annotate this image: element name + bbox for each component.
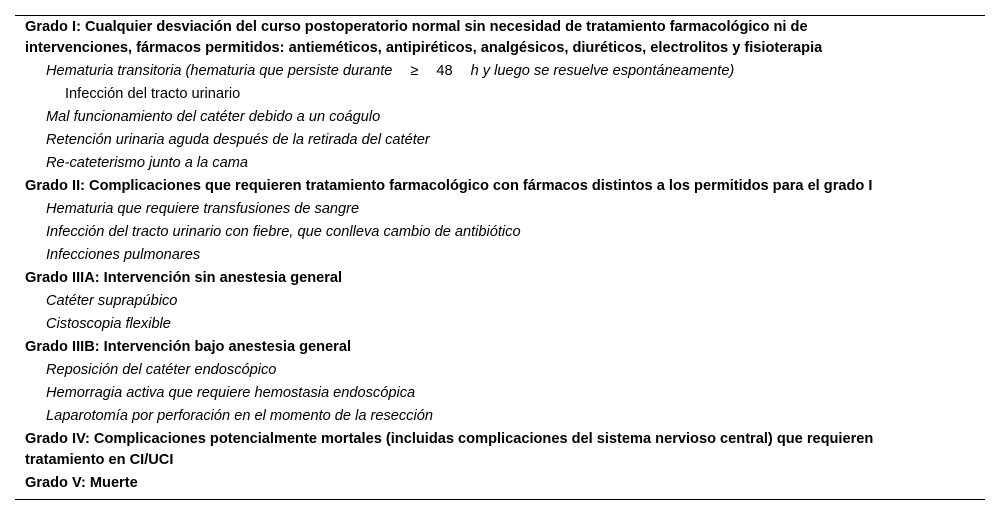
grade-3b-heading: Grado IIIB: Intervención bajo anestesia general [25, 339, 352, 355]
hematuria-text-a: Hematuria transitoria (hematuria que persiste durante [46, 63, 393, 79]
hematuria-hours: 48 [436, 63, 453, 79]
grade-2-item-infeccion: Infección del tracto urinario con fiebre, que conlleva cambio de antibiótico [46, 224, 521, 240]
grade-1-heading-line-2: intervenciones, fármacos permitidos: antieméticos, antipiréticos, analgésicos, diuréticos, electrolitos y fisioterapia [25, 40, 823, 56]
greater-equal-symbol: ≥ [410, 63, 419, 79]
grade-3b-item-reposicion: Reposición del catéter endoscópico [46, 362, 277, 378]
grade-4-heading-line-1: Grado IV: Complicaciones potencialmente mortales (incluidas complicaciones del sistema nervioso central) que requieren [25, 431, 874, 447]
grade-3a-item-cistoscopia: Cistoscopia flexible [46, 316, 171, 332]
grade-2-item-hematuria: Hematuria que requiere transfusiones de sangre [46, 201, 360, 217]
grade-2-heading: Grado II: Complicaciones que requieren tratamiento farmacológico con fármacos distintos a los permitidos para el grado I [25, 178, 873, 194]
grade-1-item-hematuria [46, 61, 734, 82]
grade-1-item-infeccion: Infección del tracto urinario [65, 86, 241, 102]
grade-1-heading-line-1: Grado I: Cualquier desviación del curso postoperatorio normal sin necesidad de tratamiento farmacológico ni de [25, 19, 808, 35]
grade-3b-item-laparotomia: Laparotomía por perforación en el momento de la resección [46, 408, 433, 424]
grade-5-heading: Grado V: Muerte [25, 475, 138, 491]
grade-1-item-recateterismo: Re-cateterismo junto a la cama [46, 155, 248, 171]
hematuria-text-b: h y luego se resuelve espontáneamente) [470, 63, 735, 79]
grade-4-heading-line-2: tratamiento en CI/UCI [25, 452, 174, 468]
grade-1-item-mal-funcionamiento: Mal funcionamiento del catéter debido a un coágulo [46, 109, 381, 125]
grade-3a-item-cateter: Catéter suprapúbico [46, 293, 178, 309]
complication-grade-table [15, 15, 985, 500]
grade-2-item-pulmonares: Infecciones pulmonares [46, 247, 201, 263]
grade-3a-heading: Grado IIIA: Intervención sin anestesia general [25, 270, 343, 286]
grade-1-item-retencion: Retención urinaria aguda después de la retirada del catéter [46, 132, 430, 148]
grade-3b-item-hemorragia: Hemorragia activa que requiere hemostasia endoscópica [46, 385, 416, 401]
